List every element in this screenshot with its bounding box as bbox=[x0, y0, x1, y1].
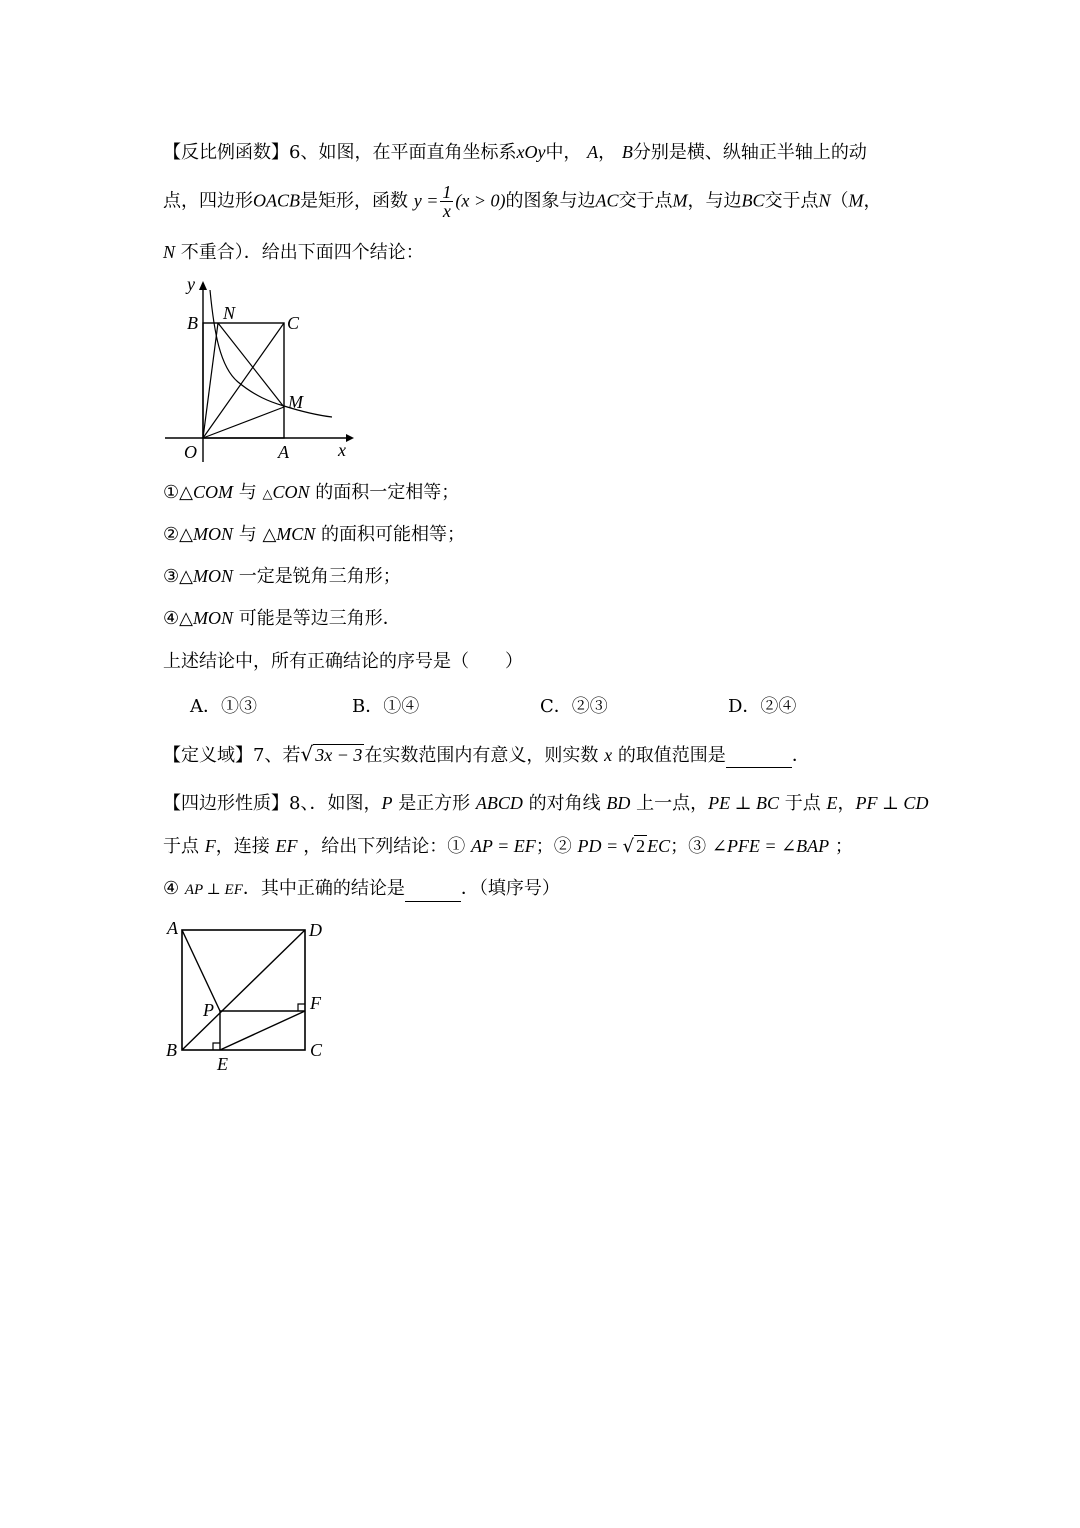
conclusion-text: 与 bbox=[238, 482, 257, 503]
label-d: D bbox=[309, 920, 322, 940]
conclusion-term: CON bbox=[272, 482, 310, 502]
q7-text: 在实数范围内有意义，则实数 bbox=[364, 745, 599, 766]
q8-pf-perp-cd: PF ⊥ CD bbox=[855, 793, 929, 813]
answer-blank[interactable] bbox=[405, 877, 461, 902]
q7-number: 7、若 bbox=[253, 745, 301, 766]
answer-blank[interactable] bbox=[726, 743, 792, 768]
label-m: M bbox=[288, 392, 303, 412]
q6-text: 是矩形，函数 bbox=[300, 190, 408, 212]
label-p: P bbox=[203, 1000, 214, 1020]
q8-text: ．如图， bbox=[309, 793, 382, 814]
q6-var-a: A bbox=[587, 142, 599, 162]
q6-fraction bbox=[440, 183, 453, 220]
label-c: C bbox=[310, 1040, 323, 1060]
q8-line-3 bbox=[163, 877, 560, 902]
q6-figure bbox=[160, 272, 360, 467]
q8-text: ； bbox=[670, 836, 689, 857]
q6-text: 不重合）．给出下面四个结论： bbox=[180, 242, 424, 263]
circled-number: ④ bbox=[163, 608, 180, 629]
q7-var-x: x bbox=[604, 745, 613, 765]
q8-text: ．其中正确的结论是 bbox=[242, 878, 405, 899]
sqrt-radicand: 2 bbox=[636, 836, 646, 856]
q6-var-n: N bbox=[163, 242, 176, 262]
q6-line-1 bbox=[163, 140, 867, 165]
circled-number: ② bbox=[163, 524, 180, 545]
conclusion-text: 的面积一定相等； bbox=[315, 482, 460, 503]
q8-number: 8、 bbox=[289, 793, 310, 814]
option-b: B．①④ bbox=[352, 696, 420, 717]
q8-conclusion-4: AP ⊥ EF bbox=[184, 882, 243, 898]
conclusion-text: 与 bbox=[238, 524, 257, 545]
q6-question: 上述结论中，所有正确结论的序号是（ ） bbox=[163, 651, 523, 672]
q6-text: ，与边 bbox=[687, 190, 742, 212]
label-n: N bbox=[223, 303, 236, 323]
q8-text: ； bbox=[834, 836, 853, 857]
q8-var-ef: EF bbox=[275, 836, 298, 856]
conclusion-term: MON bbox=[192, 566, 233, 586]
right-angle-mark-e bbox=[213, 1043, 220, 1050]
q8-text: 于点 bbox=[784, 793, 821, 814]
q6-var-m: M bbox=[848, 190, 864, 211]
q6-text: 的图象与边 bbox=[505, 190, 596, 212]
q8-line-2 bbox=[163, 834, 853, 859]
q6-number: 6、 bbox=[289, 142, 319, 163]
q6-tag: 【反比例函数】 bbox=[163, 142, 289, 163]
circled-number: ② bbox=[553, 836, 572, 857]
label-a: A bbox=[278, 442, 289, 462]
triangle-symbol: △ bbox=[262, 524, 277, 545]
q6-line-2 bbox=[163, 183, 882, 220]
option-d: D．②④ bbox=[728, 696, 797, 717]
q8-tag: 【四边形性质】 bbox=[163, 793, 289, 814]
q8-var-f: F bbox=[204, 836, 216, 856]
conclusion-text: 可能是等边三角形． bbox=[238, 608, 401, 629]
q8-text: ， bbox=[837, 793, 856, 814]
line-ap bbox=[182, 930, 220, 1011]
line-om bbox=[203, 407, 284, 438]
q8-text: 的对角线 bbox=[528, 793, 601, 814]
conclusion-1 bbox=[163, 480, 459, 507]
q8-var-abcd: ABCD bbox=[475, 793, 523, 813]
fraction-numerator: 1 bbox=[442, 182, 452, 202]
label-c: C bbox=[287, 313, 300, 333]
conclusion-term: MON bbox=[192, 524, 233, 544]
conclusion-text: 一定是锐角三角形； bbox=[238, 566, 401, 587]
q8-text: ，连接 bbox=[215, 836, 270, 857]
label-b: B bbox=[166, 1040, 177, 1060]
conclusion-text: 的面积可能相等； bbox=[321, 524, 466, 545]
sqrt-symbol: √ bbox=[300, 742, 314, 766]
q8-conclusion-1: AP = EF bbox=[470, 836, 536, 856]
q7-tag: 【定义域】 bbox=[163, 745, 253, 766]
q6-var-n: N bbox=[818, 190, 831, 211]
q8-var-e: E bbox=[826, 793, 838, 813]
q7-text: ． bbox=[791, 745, 810, 766]
q6-line-3 bbox=[163, 240, 424, 265]
q8-conclusion-2: PD = bbox=[577, 836, 623, 856]
q6-oacb: OACB bbox=[253, 190, 300, 211]
circled-number: ④ bbox=[163, 878, 180, 899]
sqrt-symbol: √ bbox=[622, 836, 635, 857]
conclusion-term: MON bbox=[192, 608, 233, 628]
q6-text: 交于点 bbox=[764, 190, 819, 212]
sqrt-radicand: 3x − 3 bbox=[315, 745, 363, 765]
q6-var-b: B bbox=[621, 142, 633, 162]
q7-line bbox=[163, 742, 810, 768]
q8-text: ．（填序号） bbox=[460, 878, 560, 899]
conclusion-term: MCN bbox=[276, 524, 316, 544]
circled-number: ① bbox=[447, 836, 466, 857]
q6-text: 如图，在平面直角坐标系 bbox=[318, 142, 517, 163]
y-axis-arrow bbox=[199, 281, 207, 290]
triangle-symbol: △ bbox=[262, 487, 273, 502]
q6-text: 中， bbox=[545, 142, 582, 163]
circled-number: ① bbox=[163, 482, 180, 503]
q6-text: 交于点 bbox=[618, 190, 673, 212]
q6-var-bc: BC bbox=[741, 190, 765, 211]
label-f: F bbox=[310, 993, 321, 1013]
diagonal-bd bbox=[182, 930, 305, 1050]
q8-text: ； bbox=[535, 836, 554, 857]
conclusion-4 bbox=[163, 606, 401, 631]
q8-figure bbox=[160, 912, 340, 1077]
q8-line-1 bbox=[163, 791, 928, 816]
label-x: x bbox=[338, 440, 346, 460]
label-b: B bbox=[187, 313, 198, 333]
q6-xoy: xOy bbox=[516, 142, 546, 162]
conclusion-term: COM bbox=[192, 482, 233, 502]
q6-text: ， bbox=[598, 142, 617, 163]
circled-number: ③ bbox=[688, 836, 707, 857]
q6-text: ， bbox=[863, 190, 882, 212]
option-a: A．①③ bbox=[190, 696, 257, 717]
triangle-symbol: △ bbox=[179, 566, 193, 587]
conclusion-2 bbox=[163, 522, 465, 547]
q6-text: 点，四边形 bbox=[163, 190, 253, 212]
q7-text: 的取值范围是 bbox=[617, 745, 726, 766]
q8-text: 于点 bbox=[163, 836, 199, 857]
label-o: O bbox=[184, 442, 197, 462]
q8-conclusion-2: EC bbox=[647, 836, 671, 856]
q8-var-bd: BD bbox=[606, 793, 631, 813]
right-angle-mark-f bbox=[298, 1004, 305, 1011]
q6-function-y: y = bbox=[413, 190, 439, 211]
q8-pe-perp-bc: PE ⊥ BC bbox=[708, 793, 780, 813]
conclusion-3 bbox=[163, 564, 401, 589]
q8-text: ，给出下列结论： bbox=[303, 836, 448, 857]
q8-var-p: P bbox=[381, 793, 393, 813]
label-e: E bbox=[217, 1054, 228, 1074]
triangle-symbol: △ bbox=[179, 524, 193, 545]
label-a: A bbox=[167, 918, 178, 938]
q6-var-m: M bbox=[672, 190, 688, 211]
label-y: y bbox=[187, 274, 195, 294]
q8-text: 上一点， bbox=[636, 793, 709, 814]
triangle-symbol: △ bbox=[179, 608, 193, 629]
q6-condition: (x > 0) bbox=[455, 190, 506, 211]
x-axis-arrow bbox=[346, 434, 354, 442]
q6-text: 分别是横、纵轴正半轴上的动 bbox=[632, 142, 867, 163]
line-nm bbox=[218, 323, 284, 407]
line-ef bbox=[220, 1011, 305, 1050]
q6-var-ac: AC bbox=[595, 190, 619, 211]
fraction-denominator: x bbox=[442, 201, 451, 221]
q8-text: 是正方形 bbox=[398, 793, 471, 814]
triangle-symbol: △ bbox=[179, 482, 193, 503]
q6-text: （ bbox=[830, 190, 849, 212]
option-c: C．②③ bbox=[540, 696, 608, 717]
q8-conclusion-3: ∠PFE = ∠BAP bbox=[711, 836, 830, 856]
circled-number: ③ bbox=[163, 566, 180, 587]
